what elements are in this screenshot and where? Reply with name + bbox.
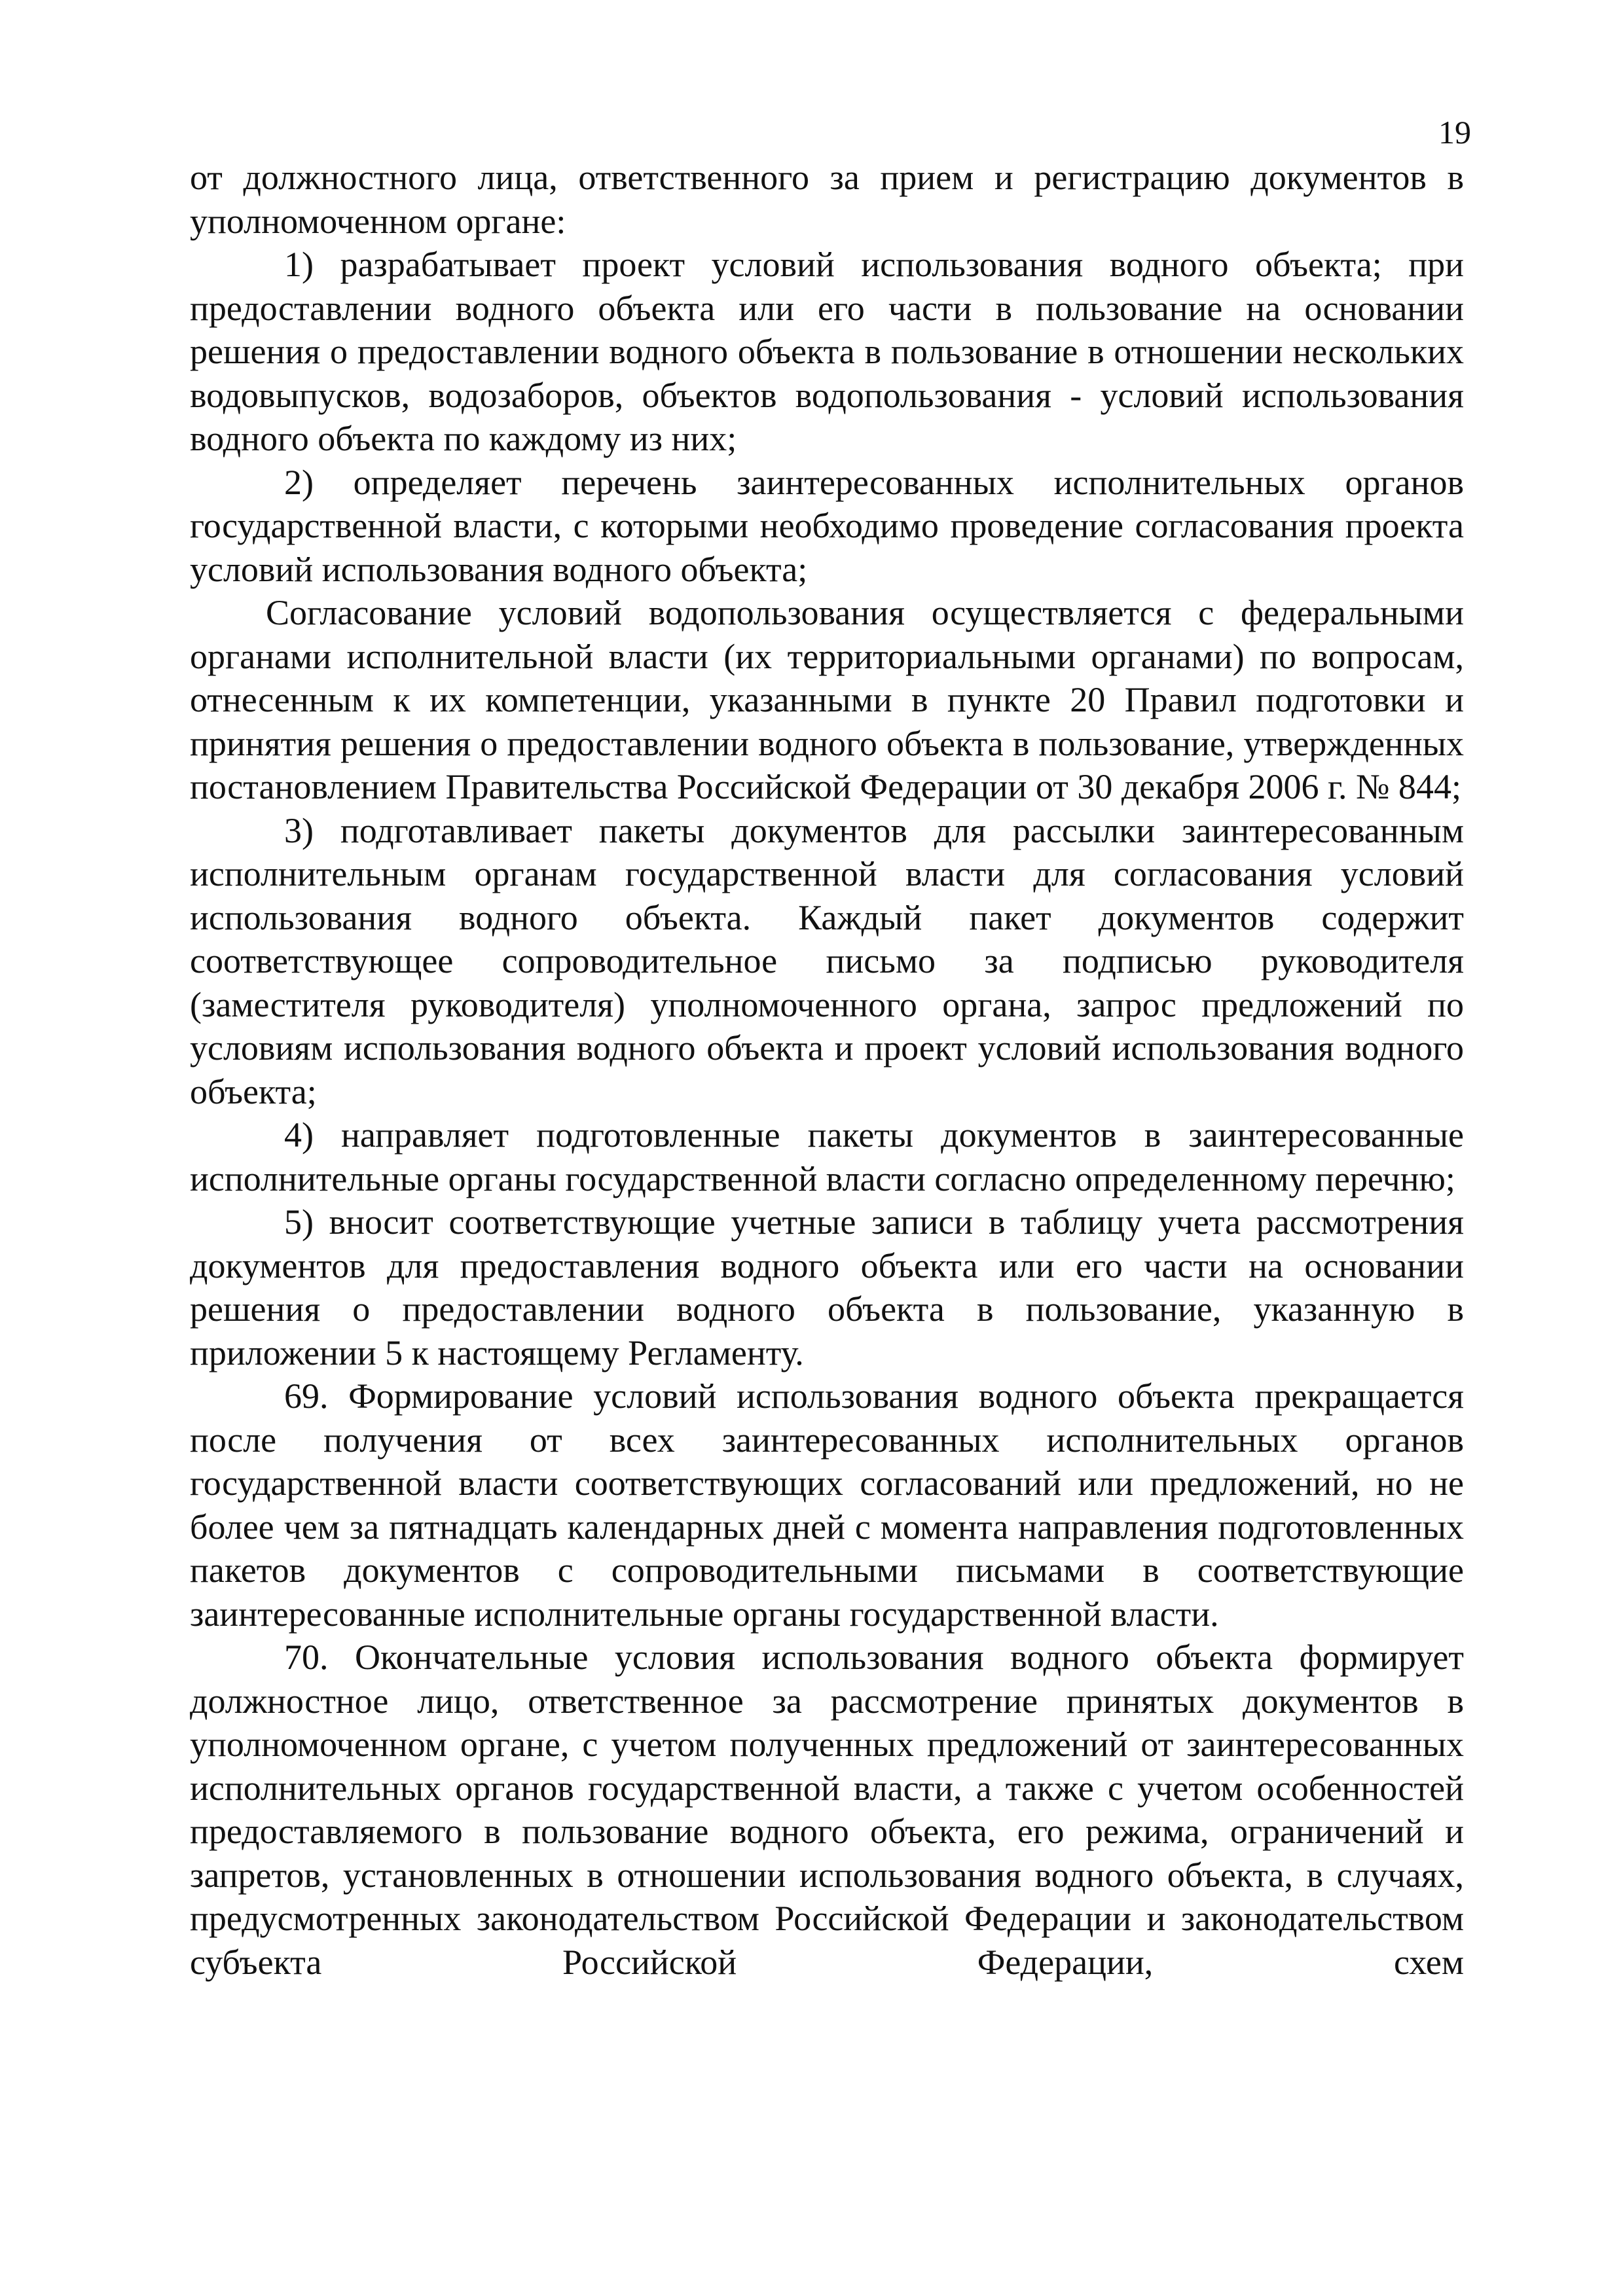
page-number: 19 [1438,114,1471,151]
paragraph-agreement-note: Согласование условий водопользования осуществляется с федеральными органами исполнительной власти (их территориальными органами) по вопросам, отнесенным к их компетенции, указанными в пункте 20 Правил подготовки и принятия решения о предоставлении водного объекта в пользование, утвержденных постановлением Правительства Российской Федерации от 30 декабря 2006 г. № 844; [190,593,1464,806]
paragraph-item-4: 4) направляет подготовленные пакеты документов в заинтересованные исполнительные органы государственной власти согласно определенному перечню; [190,1115,1464,1198]
paragraph-item-2: 2) определяет перечень заинтересованных исполнительных органов государственной власти, с которыми необходимо проведение согласования проекта условий использования водного объекта; [190,462,1464,589]
document-body [190,156,1464,1984]
paragraph-continuation: от должностного лица, ответственного за прием и регистрацию документов в уполномоченном органе: [190,158,1464,241]
paragraph-item-1: 1) разрабатывает проект условий использования водного объекта; при предоставлении водного объекта или его части в пользование на основании решения о предоставлении водного объекта в пользование в отношении нескольких водовыпусков, водозаборов, объектов водопользования - условий использования водного объекта по каждому из них; [190,245,1464,458]
paragraph-item-3: 3) подготавливает пакеты документов для рассылки заинтересованным исполнительным органам государственной власти для согласования условий использования водного объекта. Каждый пакет документов содержит соответствующее сопроводительное письмо за подписью руководителя (заместителя руководителя) уполномоченного органа, запрос предложений по условиям использования водного объекта и проект условий использования водного объекта; [190,810,1464,1111]
paragraph-item-5: 5) вносит соответствующие учетные записи в таблицу учета рассмотрения документов для предоставления водного объекта или его части на основании решения о предоставлении водного объекта в пользование, указанную в приложении 5 к настоящему Регламенту. [190,1202,1464,1372]
paragraph-clause-69: 69. Формирование условий использования водного объекта прекращается после получения от всех заинтересованных исполнительных органов государственной власти соответствующих согласований или предложений, но не более чем за пятнадцать календарных дней с момента направления подготовленных пакетов документов с сопроводительными письмами в соответствующие заинтересованные исполнительные органы государственной власти. [190,1376,1464,1634]
paragraph-clause-70: 70. Окончательные условия использования водного объекта формирует должностное лицо, ответственное за рассмотрение принятых документов в уполномоченном органе, с учетом полученных предложений от заинтересованных исполнительных органов государственной власти, а также с учетом особенностей предоставляемого в пользование водного объекта, его режима, ограничений и запретов, установленных в отношении использования водного объекта, в случаях, предусмотренных законодательством Российской Федерации и законодательством субъекта Российской Федерации, схем [190,1638,1464,1982]
